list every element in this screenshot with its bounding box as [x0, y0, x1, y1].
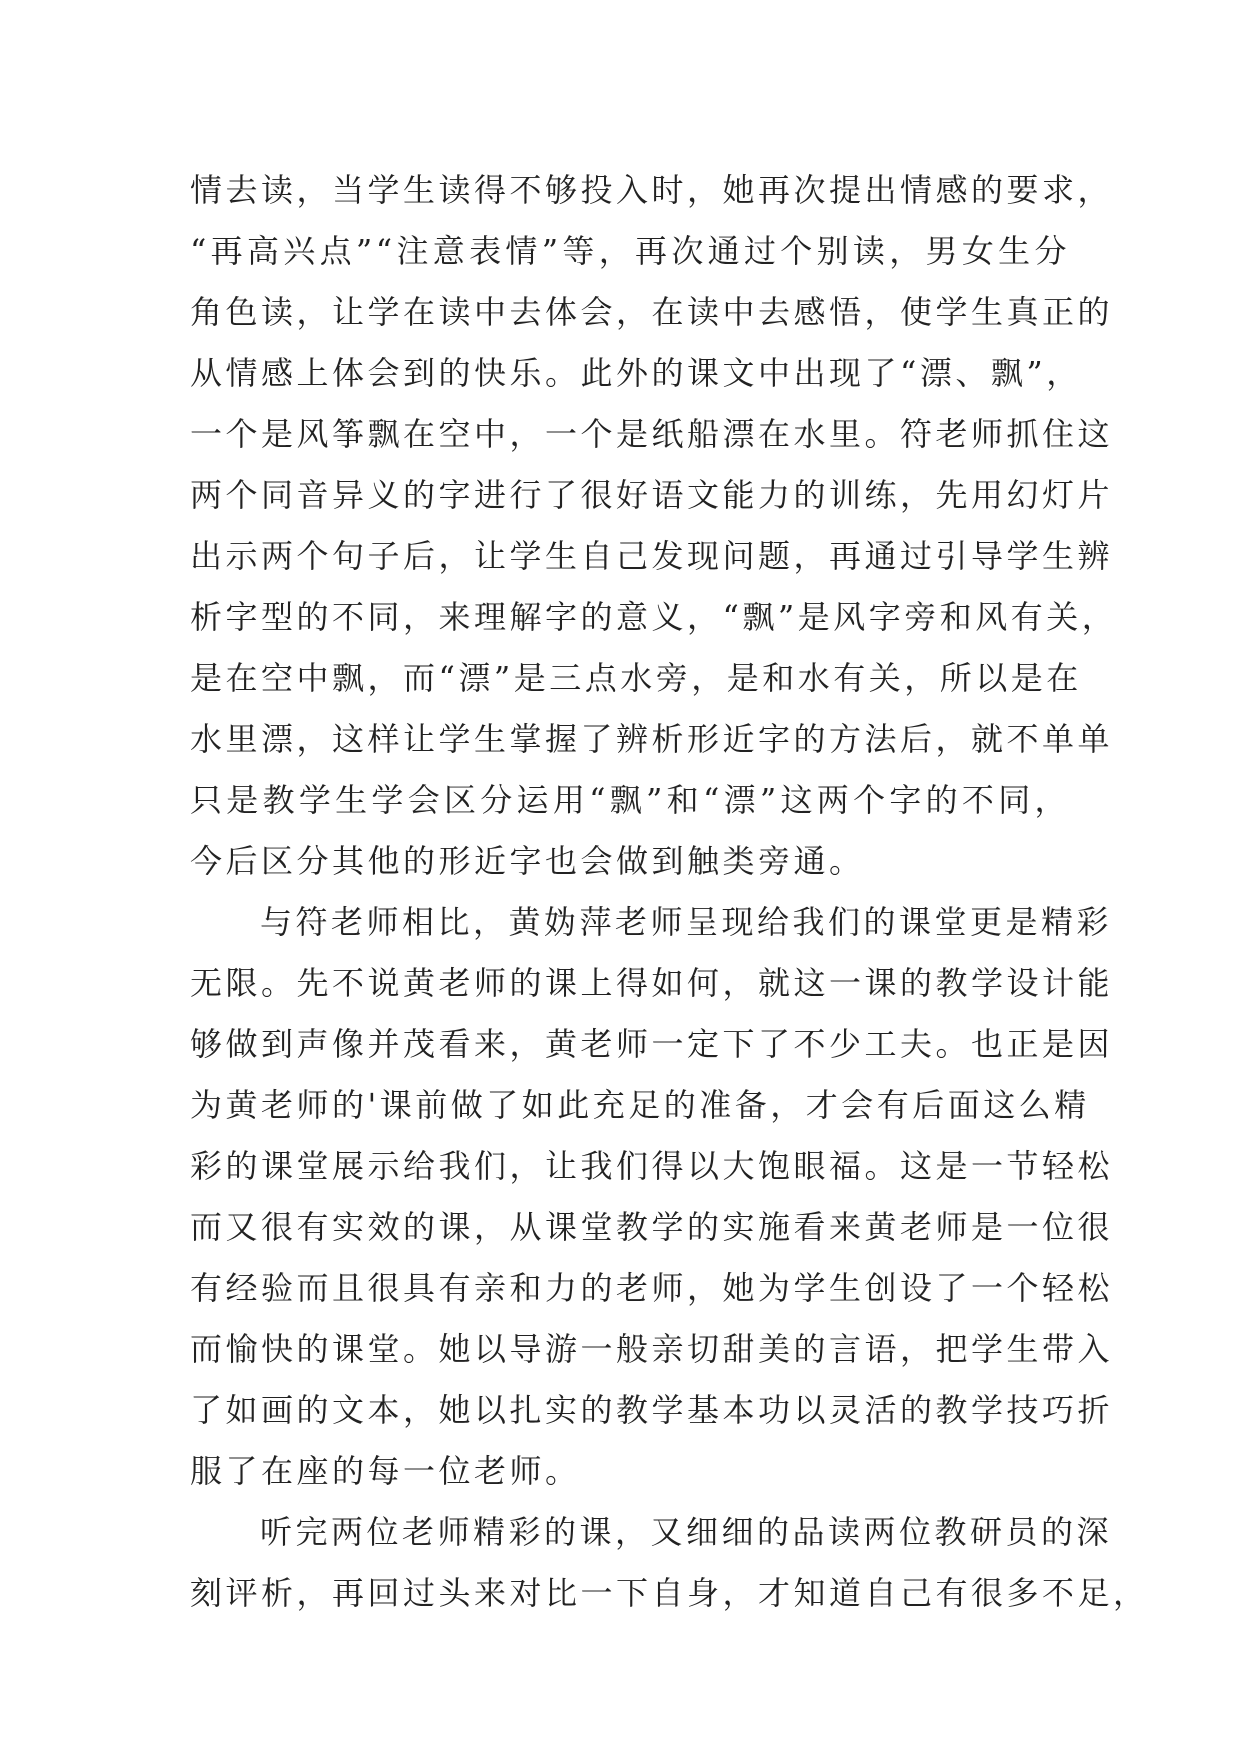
text-line: 彩的课堂展示给我们，让我们得以大饱眼福。这是一节轻松 [190, 1147, 1114, 1185]
text-line: 有经验而且很具有亲和力的老师，她为学生创设了一个轻松 [190, 1269, 1114, 1307]
text-line: 出示两个句子后，让学生自己发现问题，再通过引导学生辨 [190, 537, 1114, 575]
text-line: 从情感上体会到的快乐。此外的课文中出现了“漂、飘”， [190, 354, 1082, 392]
text-line: 而又很有实效的课，从课堂教学的实施看来黄老师是一位很 [190, 1208, 1114, 1246]
text-line: 角色读，让学在读中去体会，在读中去感悟，使学生真正的 [190, 293, 1114, 331]
text-line: 只是教学生学会区分运用“飘”和“漂”这两个字的不同， [190, 781, 1070, 819]
text-line: 一个是风筝飘在空中，一个是纸船漂在水里。符老师抓住这 [190, 415, 1114, 453]
text-line: 服了在座的每一位老师。 [190, 1452, 581, 1490]
text-line: 析字型的不同，来理解字的意义，“飘”是风字旁和风有关， [190, 598, 1118, 636]
text-line: “再高兴点”“注意表情”等，再次通过个别读，男女生分 [190, 232, 1070, 270]
text-line: 而愉快的课堂。她以导游一般亲切甜美的言语，把学生带入 [190, 1330, 1114, 1368]
text-line: 了如画的文本，她以扎实的教学基本功以灵活的教学技巧折 [190, 1391, 1114, 1429]
text-line: 够做到声像并茂看来，黄老师一定下了不少工夫。也正是因 [190, 1025, 1114, 1063]
text-line: 与符老师相比，黄妫萍老师呈现给我们的课堂更是精彩 [260, 903, 1113, 941]
document-page [190, 160, 1149, 1624]
text-line: 为黄老师的'课前做了如此充足的准备，才会有后面这么精 [190, 1086, 1090, 1124]
text-line: 无限。先不说黄老师的课上得如何，就这一课的教学设计能 [190, 964, 1114, 1002]
paragraph [190, 160, 1118, 892]
text-line: 刻评析，再回过头来对比一下自身，才知道自己有很多不足， [190, 1574, 1149, 1612]
text-line: 水里漂，这样让学生掌握了辨析形近字的方法后，就不单单 [190, 720, 1114, 758]
text-line: 两个同音异义的字进行了很好语文能力的训练，先用幻灯片 [190, 476, 1114, 514]
paragraph [190, 892, 1114, 1502]
text-line: 今后区分其他的形近字也会做到触类旁通。 [190, 842, 865, 880]
text-line: 情去读，当学生读得不够投入时，她再次提出情感的要求， [190, 171, 1114, 209]
text-line: 听完两位老师精彩的课，又细细的品读两位教研员的深 [260, 1513, 1113, 1551]
text-line: 是在空中飘，而“漂”是三点水旁，是和水有关，所以是在 [190, 659, 1082, 697]
paragraph [190, 1502, 1149, 1624]
